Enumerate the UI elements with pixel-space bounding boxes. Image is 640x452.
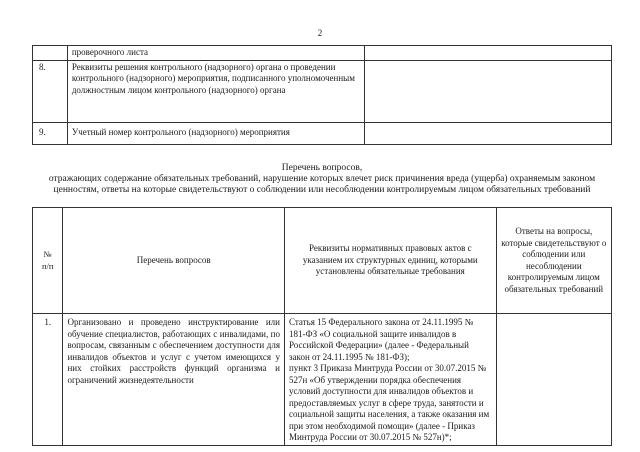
row-label: Реквизиты решения контрольного (надзорного) органа о проведении контрольного (надзорного) мероприятия, подписанного уполномоченным должностным лицом контрольного (надзорного) органа: [67, 60, 364, 122]
page-number: 2: [317, 28, 323, 38]
row-value[interactable]: [364, 46, 611, 61]
header-requisites: Реквизиты нормативных правовых актов с указанием их структурных единиц, которыми установлены обязательные требования: [284, 208, 496, 314]
table-row: [33, 46, 612, 61]
row-number: [33, 46, 68, 61]
question-number: 1.: [33, 314, 63, 446]
question-answer[interactable]: [496, 314, 611, 446]
questions-heading: [30, 163, 614, 196]
table-row: [33, 314, 612, 446]
row-label: Учетный номер контрольного (надзорного) мероприятия: [67, 122, 364, 144]
question-requisites: Статья 15 Федерального закона от 24.11.1995 № 181-ФЗ «О социальной защите инвалидов в Российской Федерации» (далее - Федеральный закон от 24.11.1995 № 181-ФЗ); пункт 3 Приказа Минтруда России от 30.07.2015 № 527н «Об утверждении порядка обеспечения условий доступности для инвалидов объектов и предоставляемых услуг в сфере труда, занятости и социальной защиты населения, а также оказания им при этом необходимой помощи» (далее - Приказ Минтруда России от 30.07.2015 № 527н)*;: [284, 314, 496, 446]
row-number: 8.: [33, 60, 68, 122]
row-label: проверочного листа: [67, 46, 364, 61]
inspection-details-table: [32, 45, 612, 145]
header-number: № п/п: [33, 208, 63, 314]
table-header-row: [33, 208, 612, 314]
questions-table: [32, 207, 612, 446]
heading-description: отражающих содержание обязательных требований, нарушение которых влечет риск причинения вреда (ущерба) охраняемым законом ценностям, ответы на которые свидетельствуют о соблюдении или несоблюдении контролируемым лицом обязательных требований: [48, 174, 596, 195]
table-row: [33, 60, 612, 122]
heading-title: Перечень вопросов,: [281, 163, 363, 173]
row-value[interactable]: [364, 122, 611, 144]
question-text: Организовано и проведено инструктирование или обучение специалистов, работающих с инвалидами, по вопросам, связанным с обеспечением доступности для инвалидов объектов и услуг с учетом имеющихся у них стойких расстройств функций организма и ограничений жизнедеятельности: [63, 314, 285, 446]
row-number: 9.: [33, 122, 68, 144]
header-questions: Перечень вопросов: [63, 208, 285, 314]
header-answers: Ответы на вопросы, которые свидетельствуют о соблюдении или несоблюдении контролируемым лицом обязательных требований: [496, 208, 611, 314]
table-row: [33, 122, 612, 144]
row-value[interactable]: [364, 60, 611, 122]
